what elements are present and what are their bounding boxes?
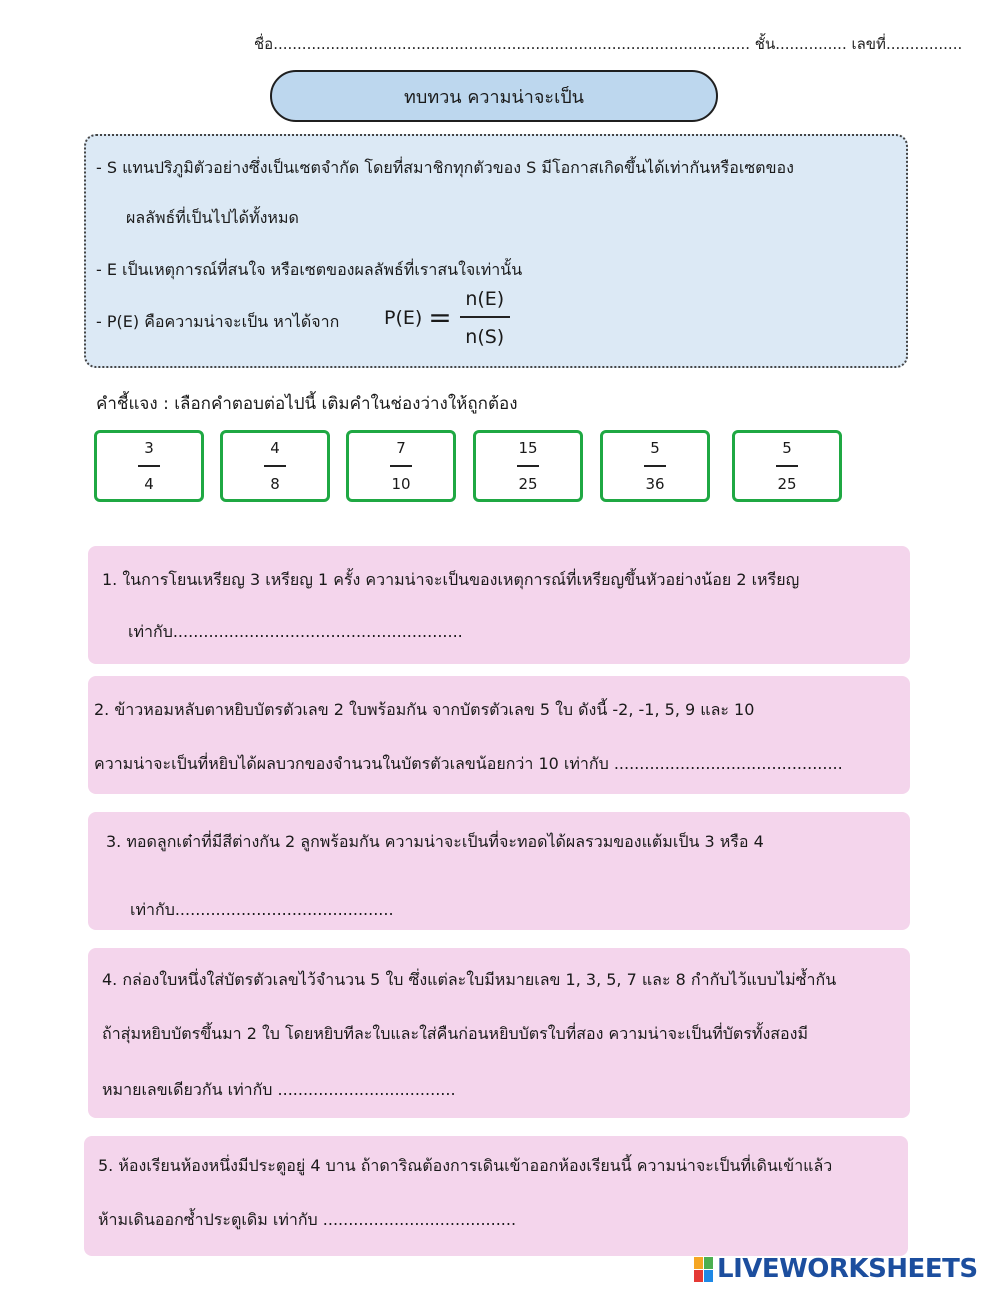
definition-box — [84, 134, 908, 368]
question-1 — [88, 546, 910, 664]
question-2 — [88, 676, 910, 794]
question-text: 2. ข้าวหอมหลับตาหยิบบัตรตัวเลข 2 ใบพร้อมกัน จากบัตรตัวเลข 5 ใบ ดังนี้ -2, -1, 5, 9 และ 10 — [94, 700, 755, 719]
fraction-bar — [644, 465, 666, 467]
option-numerator: 3 — [144, 439, 154, 458]
option-denominator: 4 — [144, 474, 154, 493]
option-numerator: 5 — [650, 439, 660, 458]
question-text: 3. ทอดลูกเต๋าที่มีสีต่างกัน 2 ลูกพร้อมกัน ความน่าจะเป็นที่จะทอดได้ผลรวมของแต้มเป็น 3 หรือ 4 — [106, 832, 764, 851]
student-info-line: ชื่อ.................................................................................................... ชั้น............... เลขที่................ — [254, 35, 963, 53]
formula-equals: = — [428, 301, 452, 334]
option-denominator: 36 — [645, 474, 665, 493]
answer-option[interactable] — [732, 430, 842, 502]
fraction-bar — [390, 465, 412, 467]
answer-option[interactable] — [473, 430, 583, 502]
worksheet-title: ทบทวน ความน่าจะเป็น — [270, 70, 718, 122]
definition-s-line: - S แทนปริภูมิตัวอย่างซึ่งเป็นเซตจำกัด โดยที่สมาชิกทุกตัวของ S มีโอกาสเกิดขึ้นได้เท่ากันหรือเซตของ — [96, 158, 794, 177]
answer-option[interactable] — [346, 430, 456, 502]
question-text: 1. ในการโยนเหรียญ 3 เหรียญ 1 ครั้ง ความน่าจะเป็นของเหตุการณ์ที่เหรียญขึ้นหัวอย่างน้อย 2 เหรียญ — [102, 570, 800, 589]
question-text-cont: ถ้าสุ่มหยิบบัตรขึ้นมา 2 ใบ โดยหยิบทีละใบและใส่คืนก่อนหยิบบัตรใบที่สอง ความน่าจะเป็นที่บัตรทั้งสองมี — [102, 1024, 808, 1043]
definition-pe-line: - P(E) คือความน่าจะเป็น หาได้จาก — [96, 312, 340, 331]
question-answer-blank[interactable]: หมายเลขเดียวกัน เท่ากับ ................................... — [102, 1080, 456, 1099]
option-numerator: 5 — [782, 439, 792, 458]
fraction-bar — [776, 465, 798, 467]
formula-lhs: P(E) — [384, 307, 423, 329]
option-denominator: 25 — [518, 474, 538, 493]
logo-blocks-icon — [694, 1257, 713, 1282]
fraction-bar — [460, 316, 510, 318]
option-denominator: 8 — [270, 474, 280, 493]
option-denominator: 10 — [391, 474, 411, 493]
option-denominator: 25 — [777, 474, 797, 493]
definition-s-line-cont: ผลลัพธ์ที่เป็นไปได้ทั้งหมด — [126, 208, 299, 227]
question-5 — [84, 1136, 908, 1256]
question-text: 4. กล่องใบหนึ่งใส่บัตรตัวเลขไว้จำนวน 5 ใบ ซึ่งแต่ละใบมีหมายเลข 1, 3, 5, 7 และ 8 กำกับไว้แบบไม่ซ้ำกัน — [102, 970, 837, 989]
logo-text: LIVEWORKSHEETS — [717, 1254, 978, 1284]
question-answer-blank[interactable]: ห้ามเดินออกซ้ำประตูเดิม เท่ากับ ...................................... — [98, 1210, 517, 1229]
definition-e-line: - E เป็นเหตุการณ์ที่สนใจ หรือเซตของผลลัพธ์ที่เราสนใจเท่านั้น — [96, 260, 523, 279]
question-text: 5. ห้องเรียนห้องหนึ่งมีประตูอยู่ 4 บาน ถ้าดาริณต้องการเดินเข้าออกห้องเรียนนี้ ความน่าจะเป็นที่เดินเข้าแล้ว — [98, 1156, 833, 1175]
answer-option[interactable] — [600, 430, 710, 502]
option-numerator: 15 — [518, 439, 538, 458]
fraction-bar — [517, 465, 539, 467]
answer-option[interactable] — [220, 430, 330, 502]
question-answer-blank[interactable]: เท่ากับ........................................... — [130, 900, 394, 919]
question-answer-blank[interactable]: เท่ากับ......................................................... — [128, 622, 463, 641]
fraction-bar — [138, 465, 160, 467]
liveworksheets-logo — [694, 1254, 978, 1284]
option-numerator: 4 — [270, 439, 280, 458]
question-answer-blank[interactable]: ความน่าจะเป็นที่หยิบได้ผลบวกของจำนวนในบัตรตัวเลขน้อยกว่า 10 เท่ากับ ............................................. — [94, 754, 843, 773]
formula-denominator: n(S) — [465, 326, 505, 348]
probability-formula — [384, 288, 510, 348]
answer-option[interactable] — [94, 430, 204, 502]
instruction-text: คำชี้แจง : เลือกคำตอบต่อไปนี้ เติมคำในช่องว่างให้ถูกต้อง — [96, 394, 518, 414]
question-3 — [88, 812, 910, 930]
fraction-bar — [264, 465, 286, 467]
formula-numerator: n(E) — [465, 288, 505, 310]
question-4 — [88, 948, 910, 1118]
option-numerator: 7 — [396, 439, 406, 458]
formula-fraction — [460, 288, 510, 348]
